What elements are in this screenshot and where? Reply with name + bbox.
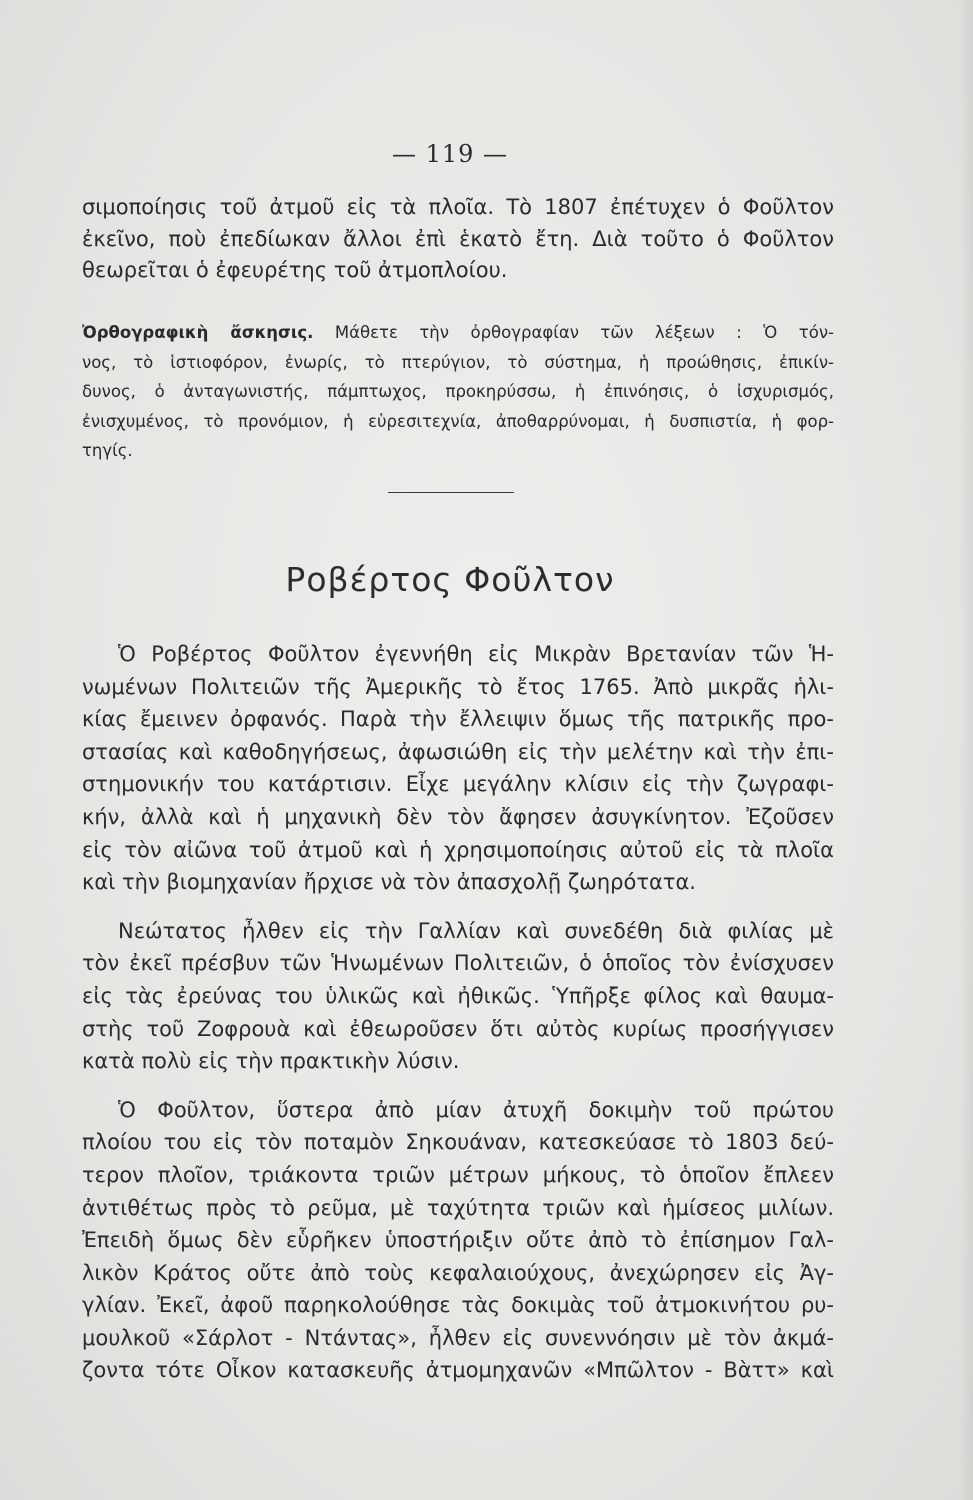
page-number: — 119 — bbox=[391, 140, 509, 168]
text-line: ἀντιθέτως πρὸς τὸ ρεῦμα, μὲ ταχύτητα τριῶν καὶ ἡμίσεος μιλίων. bbox=[82, 1195, 834, 1220]
exercise-text: Μάθετε τὴν ὀρθογραφίαν τῶν λέξεων : Ὁ τόν- bbox=[334, 323, 834, 342]
text-line: στὴς τοῦ Ζοφρουὰ καὶ ἐθεωροῦσεν ὅτι αὐτὸς κυρίως προσήγγισεν bbox=[82, 1016, 834, 1041]
text-line: νος, τὸ ἱστιοφόρον, ἐνωρίς, τὸ πτερύγιον, τὸ σύστημα, ἡ προώθησις, ἐπικίν- bbox=[82, 352, 834, 372]
spelling-exercise bbox=[82, 318, 834, 466]
text-line: Νεώτατος ἦλθεν εἰς τὴν Γαλλίαν καὶ συνεδέθη διὰ φιλίας μὲ bbox=[118, 918, 834, 943]
text-line: τὸν ἐκεῖ πρέσβυν τῶν Ἡνωμένων Πολιτειῶν, ὁ ὁποῖος τὸν ἐνίσχυσεν bbox=[82, 951, 834, 976]
text-line: Ὁ Ροβέρτος Φοῦλτον ἐγεννήθη εἰς Μικρὰν Βρετανίαν τῶν Ἡ- bbox=[118, 642, 834, 666]
intro-paragraph bbox=[82, 192, 834, 287]
text-line: γλίαν. Ἐκεῖ, ἀφοῦ παρηκολούθησε τὰς δοκιμὰς τοῦ ἀτμοκινήτου ρυ- bbox=[82, 1293, 834, 1318]
text-line: Ὁ Φοῦλτον, ὕστερα ἀπὸ μίαν ἀτυχῆ δοκιμὴν τοῦ πρώτου bbox=[118, 1097, 834, 1122]
paragraph-gap bbox=[82, 1078, 834, 1094]
section-divider bbox=[388, 492, 514, 493]
exercise-label: Ὀρθογραφικὴ ἄσκησις. bbox=[82, 323, 314, 342]
text-line: Ἐπειδὴ ὅμως δὲν εὗρῆκεν ὑποστήριξιν οὔτε ἀπὸ τὸ ἐπίσημον Γαλ- bbox=[82, 1228, 834, 1253]
text-line: κίας ἔμεινεν ὀρφανός. Παρὰ τὴν ἔλλειψιν ὅμως τῆς πατρικῆς προ- bbox=[82, 707, 834, 732]
paragraph-gap bbox=[82, 899, 834, 915]
section-title: Ροβέρτος Φοῦλτον bbox=[285, 560, 615, 599]
text-line: ἐνισχυμένος, τὸ προνόμιον, ἡ εὑρεσιτεχνία, ἀποθαρρύνομαι, ἡ δυσπιστία, ἡ φορ- bbox=[82, 411, 834, 431]
text-line: κήν, ἀλλὰ καὶ ἡ μηχανικὴ δὲν τὸν ἄφησεν ἀσυγκίνητον. Ἐζοῦσεν bbox=[82, 804, 834, 829]
text-line: ἐκεῖνο, ποὺ ἐπεδίωκαν ἄλλοι ἐπὶ ἑκατὸ ἔτη. Διὰ τοῦτο ὁ Φοῦλτον bbox=[82, 226, 834, 251]
text-line: δυνος, ὁ ἀνταγωνιστής, πάμπτωχος, προκηρύσσω, ἡ ἐπινόησις, ὁ ἰσχυρισμός, bbox=[82, 382, 834, 401]
text-line: πλοίου του εἰς τὸν ποταμὸν Σηκουάναν, κατεσκεύασε τὸ 1803 δεύ- bbox=[82, 1130, 834, 1155]
text-line: νωμένων Πολιτειῶν τῆς Ἀμερικῆς τὸ ἔτος 1765. Ἀπὸ μικρᾶς ἡλι- bbox=[82, 674, 834, 699]
exercise-first-line bbox=[82, 318, 834, 348]
biography-text bbox=[82, 638, 834, 1387]
text-line: ζοντα τότε Οἶκον κατασκευῆς ἀτμομηχανῶν «Μπῶλτον - Βὰττ» καὶ bbox=[82, 1358, 834, 1383]
text-line: καὶ τὴν βιομηχανίαν ἤρχισε νὰ τὸν ἀπασχολῇ ζωηρότατα. bbox=[82, 870, 696, 895]
text-line: τερον πλοῖον, τριάκοντα τριῶν μέτρων μήκους, τὸ ὁποῖον ἔπλεεν bbox=[82, 1162, 834, 1187]
text-line: κατὰ πολὺ εἰς τὴν πρακτικὴν λύσιν. bbox=[82, 1049, 460, 1074]
text-line: τηγίς. bbox=[82, 441, 133, 460]
text-line: σιμοποίησις τοῦ ἀτμοῦ εἰς τὰ πλοῖα. Τὸ 1807 ἐπέτυχεν ὁ Φοῦλτον bbox=[82, 195, 834, 219]
text-line: λικὸν Κράτος οὔτε ἀπὸ τοὺς κεφαλαιούχους, ἀνεχώρησεν εἰς Ἀγ- bbox=[82, 1260, 834, 1285]
text-line: θεωρεῖται ὁ ἐφευρέτης τοῦ ἀτμοπλοίου. bbox=[82, 258, 508, 282]
text-line: στασίας καὶ καθοδηγήσεως, ἀφωσιώθη εἰς τὴν μελέτην καὶ τὴν ἐπι- bbox=[82, 739, 834, 764]
text-line: στημονικήν του κατάρτισιν. Εἶχε μεγάλην κλίσιν εἰς τὴν ζωγραφι- bbox=[82, 772, 834, 797]
page-edge-shadow bbox=[959, 0, 973, 1500]
text-line: μουλκοῦ «Σάρλοτ - Ντάντας», ἦλθεν εἰς συνεννόησιν μὲ τὸν ἀκμά- bbox=[82, 1325, 834, 1350]
text-line: εἰς τὰς ἐρεύνας του ὑλικῶς καὶ ἠθικῶς. Ὑπῆρξε φίλος καὶ θαυμα- bbox=[82, 983, 834, 1008]
text-line: εἰς τὸν αἰῶνα τοῦ ἀτμοῦ καὶ ἡ χρησιμοποίησις αὐτοῦ εἰς τὰ πλοῖα bbox=[82, 837, 834, 862]
